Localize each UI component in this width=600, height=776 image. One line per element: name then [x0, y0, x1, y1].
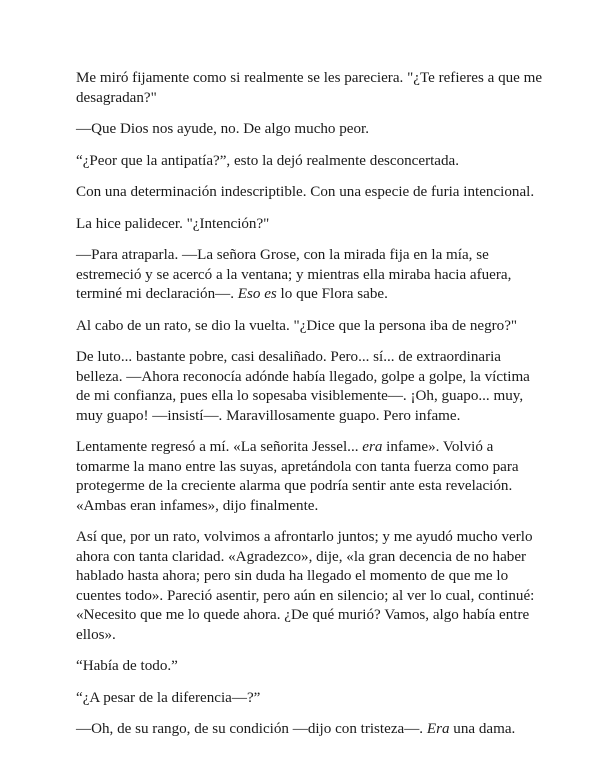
paragraph-3: “¿Peor que la antipatía?”, esto la dejó realmente desconcertada.: [76, 152, 460, 169]
paragraph-13: —Oh, de su rango, de su condición —dijo con tristeza—. Era una dama.: [76, 721, 516, 737]
paragraph-5: La hice palidecer. "¿Intención?": [76, 215, 270, 232]
emphasis-eso-es: Eso es: [237, 286, 277, 302]
emphasis-era-dama: Era: [426, 721, 450, 737]
paragraph-2: —Que Dios nos ayude, no. De algo mucho peor.: [76, 121, 370, 137]
paragraph-6: —Para atraparla. —La señora Grose, con la mirada fija en la mía, se estremeció y se acercó a la ventana; y mientras ella miraba hacia afuera, terminé mi declaración—. Eso es lo que Flora sabe.: [76, 247, 512, 302]
paragraph-7: Al cabo de un rato, se dio la vuelta. "¿Dice que la persona iba de negro?": [76, 317, 518, 334]
emphasis-era: era: [362, 439, 383, 455]
document-page: [76, 69, 546, 752]
paragraph-8: De luto... bastante pobre, casi desaliñado. Pero... sí... de extraordinaria belleza. —Ahora reconocía adónde había llegado, golpe a golpe, la víctima de mi confianza, pues ella lo sopesaba visiblemente—. ¡Oh, guapo... muy, muy guapo! —insistí—. Maravillosamente guapo. Pero infame.: [76, 349, 530, 424]
paragraph-1: Me miró fijamente como si realmente se les pareciera. "¿Te refieres a que me desagradan?": [76, 70, 543, 106]
paragraph-11: “Había de todo.”: [76, 658, 178, 674]
paragraph-4: Con una determinación indescriptible. Con una especie de furia intencional.: [76, 184, 535, 200]
paragraph-12: “¿A pesar de la diferencia—?”: [76, 689, 261, 706]
paragraph-9: Lentamente regresó a mí. «La señorita Jessel... era infame». Volvió a tomarme la mano entre las suyas, apretándola con tanta fuerza como para protegerme de la creciente alarma que podría sentir ante esta revelación. «Ambas eran infames», dijo finalmente.: [76, 439, 519, 514]
paragraph-10: Así que, por un rato, volvimos a afrontarlo juntos; y me ayudó mucho verlo ahora con tanta claridad. «Agradezco», dije, «la gran decencia de no haber hablado hasta ahora; pero sin duda ha llegado el momento de que me lo cuentes todo». Pareció asentir, pero aún en silencio; al ver lo cual, continué: «Necesito que me lo quede ahora. ¿De qué murió? Vamos, algo había entre ellos».: [76, 529, 535, 643]
